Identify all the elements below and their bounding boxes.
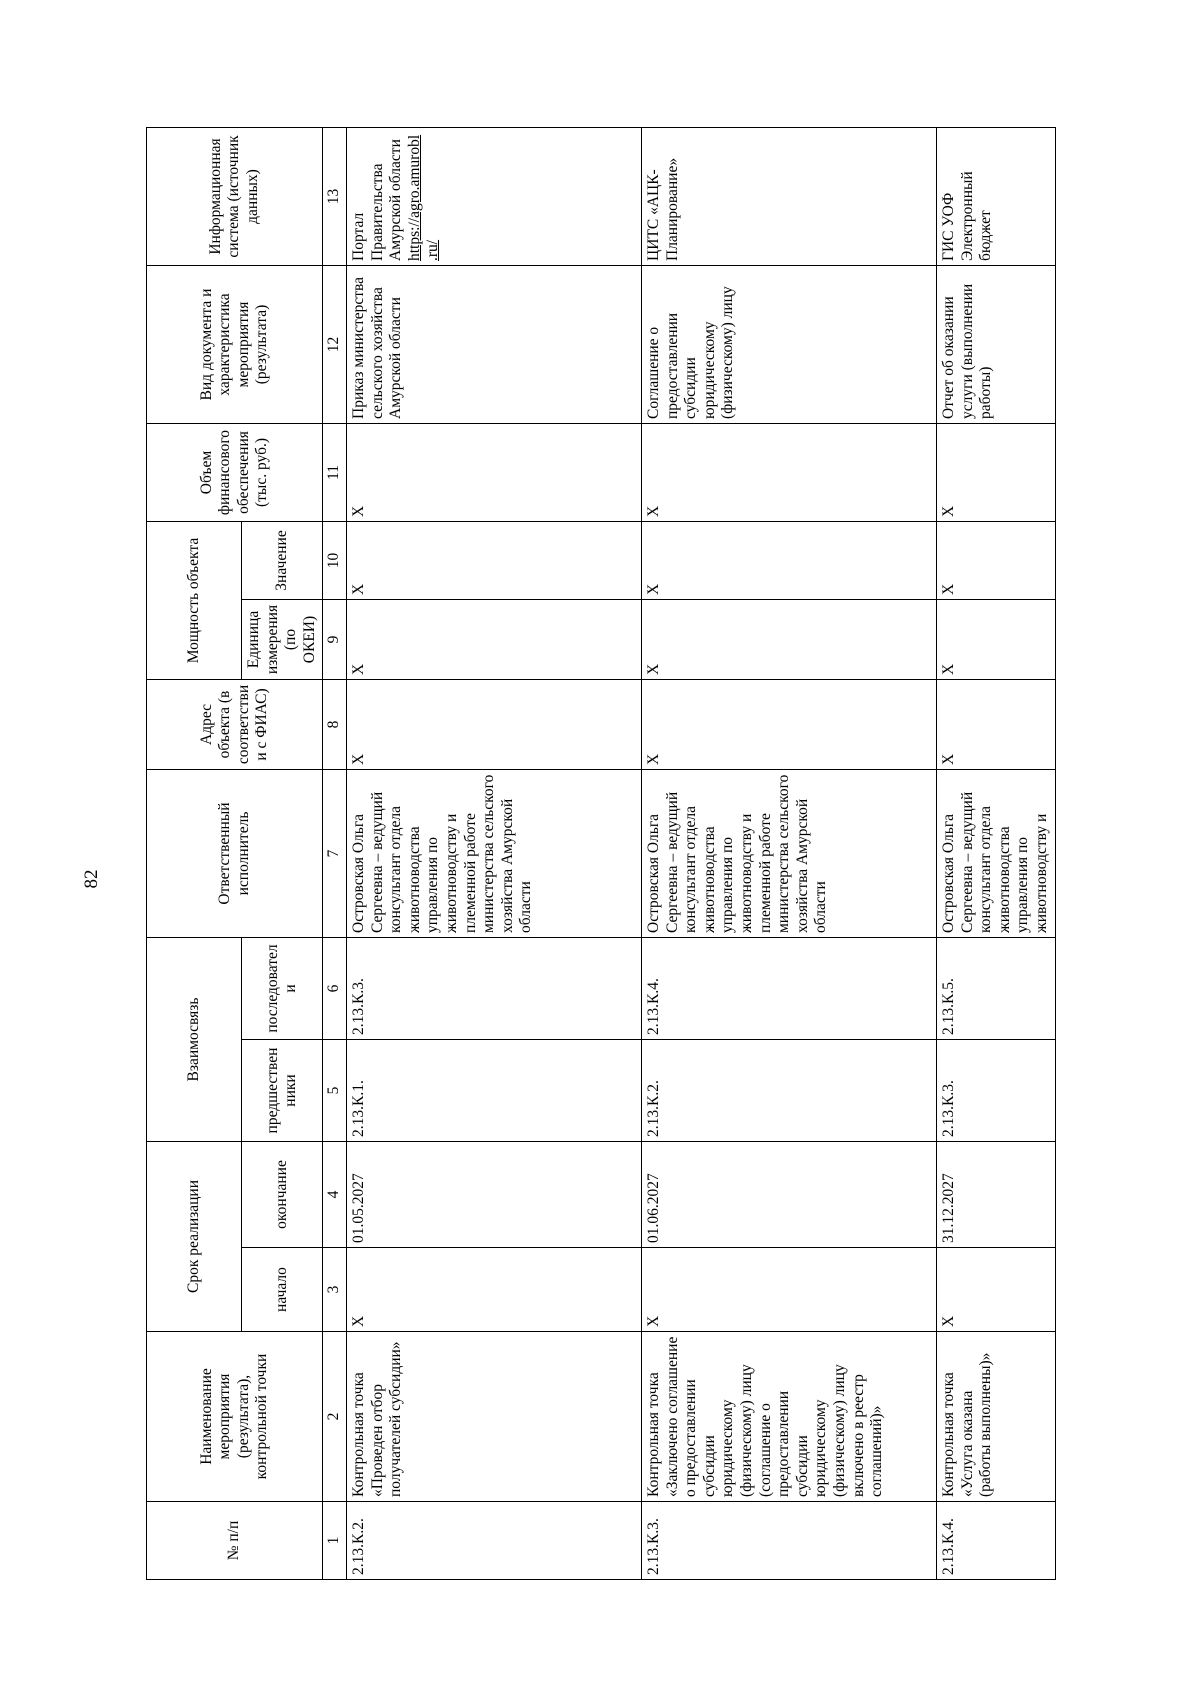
row-system: ЦИТС «АЦК-Планирование» <box>641 128 936 266</box>
table-row <box>346 128 641 1580</box>
column-number: 12 <box>323 266 347 424</box>
row-finance: X <box>346 424 641 522</box>
row-start: X <box>346 1248 641 1332</box>
header-name: Наименование мероприятия (результата), контрольной точки <box>147 1332 323 1502</box>
column-number: 2 <box>323 1332 347 1502</box>
row-address: X <box>936 680 1055 770</box>
row-doc: Соглашение о предоставлении субсидии юридическому (физическому) лицу <box>641 266 936 424</box>
row-start: X <box>641 1248 936 1332</box>
schedule-table <box>146 127 1056 1580</box>
row-end: 31.12.2027 <box>936 1142 1055 1248</box>
header-doc: Вид документа и характеристика мероприятия (результата) <box>147 266 323 424</box>
row-predecessor: 2.13.К.2. <box>641 1040 936 1142</box>
column-number: 7 <box>323 770 347 938</box>
header-period: Срок реализации <box>147 1142 242 1332</box>
column-number: 6 <box>323 938 347 1040</box>
column-number: 4 <box>323 1142 347 1248</box>
row-value: X <box>641 522 936 600</box>
row-end: 01.05.2027 <box>346 1142 641 1248</box>
header-end: окончание <box>242 1142 323 1248</box>
column-number: 9 <box>323 600 347 680</box>
row-unit: X <box>346 600 641 680</box>
header-unit: Единица измерения (по ОКЕИ) <box>242 600 323 680</box>
header-value: Значение <box>242 522 323 600</box>
row-responsible: Островская Ольга Сергеевна – ведущий консультант отдела животноводства управления по животноводству и племенной работе министерства сельского хозяйства Амурской области <box>346 770 641 938</box>
header-system: Информационная система (источник данных) <box>147 128 323 266</box>
row-name: Контрольная точка «Услуга оказана (работы выполнены)» <box>936 1332 1055 1502</box>
header-responsible: Ответственный исполнитель <box>147 770 323 938</box>
header-capacity: Мощность объекта <box>147 522 242 680</box>
column-number: 10 <box>323 522 347 600</box>
row-predecessor: 2.13.К.1. <box>346 1040 641 1142</box>
row-system-cell <box>346 128 641 266</box>
row-unit: X <box>936 600 1055 680</box>
row-system: Портал Правительства Амурской области <box>349 139 405 261</box>
table-row <box>936 128 1055 1580</box>
row-value: X <box>936 522 1055 600</box>
row-name: Контрольная точка «Проведен отбор получателей субсидии» <box>346 1332 641 1502</box>
row-doc: Приказ министерства сельского хозяйства Амурской области <box>346 266 641 424</box>
portal-link[interactable]: https://agro.amurobl.ru/ <box>405 134 442 261</box>
header-start: начало <box>242 1248 323 1332</box>
column-number: 13 <box>323 128 347 266</box>
table-row <box>641 128 936 1580</box>
row-responsible: Островская Ольга Сергеевна – ведущий консультант отдела животноводства управления по животноводству и племенной работе министерства сельского хозяйства Амурской области <box>641 770 936 938</box>
header-address: Адрес объекта (в соответствии с ФИАС) <box>147 680 323 770</box>
header-relations: Взаимосвязь <box>147 938 242 1142</box>
page-number: 82 <box>81 869 102 889</box>
row-responsible: Островская Ольга Сергеевна – ведущий консультант отдела животноводства управления по животноводству и <box>936 770 1055 938</box>
row-successor: 2.13.К.4. <box>641 938 936 1040</box>
row-number: 2.13.К.4. <box>936 1502 1055 1580</box>
row-predecessor: 2.13.К.3. <box>936 1040 1055 1142</box>
row-number: 2.13.К.2. <box>346 1502 641 1580</box>
row-value: X <box>346 522 641 600</box>
row-successor: 2.13.К.5. <box>936 938 1055 1040</box>
header-num: № п/п <box>147 1502 323 1580</box>
rotated-table-container <box>146 128 1050 1580</box>
row-address: X <box>641 680 936 770</box>
row-end: 01.06.2027 <box>641 1142 936 1248</box>
column-number: 3 <box>323 1248 347 1332</box>
row-unit: X <box>641 600 936 680</box>
header-finance: Объем финансового обеспечения (тыс. руб.) <box>147 424 323 522</box>
row-doc: Отчет об оказании услуги (выполнении работы) <box>936 266 1055 424</box>
column-number: 1 <box>323 1502 347 1580</box>
row-system: ГИС УОФ Электронный бюджет <box>936 128 1055 266</box>
header-successors: последователи <box>242 938 323 1040</box>
column-number: 11 <box>323 424 347 522</box>
row-finance: X <box>641 424 936 522</box>
column-number: 8 <box>323 680 347 770</box>
column-number: 5 <box>323 1040 347 1142</box>
column-number-row <box>323 128 347 1580</box>
row-successor: 2.13.К.3. <box>346 938 641 1040</box>
row-number: 2.13.К.3. <box>641 1502 936 1580</box>
row-finance: X <box>936 424 1055 522</box>
row-start: X <box>936 1248 1055 1332</box>
row-address: X <box>346 680 641 770</box>
row-name: Контрольная точка «Заключено соглашение о предоставлении субсидии юридическому (физическому) лицу (соглашение о предоставлении субсидии юридическому (физическому) лицу включено в реестр соглашений)» <box>641 1332 936 1502</box>
header-predecessors: предшественники <box>242 1040 323 1142</box>
